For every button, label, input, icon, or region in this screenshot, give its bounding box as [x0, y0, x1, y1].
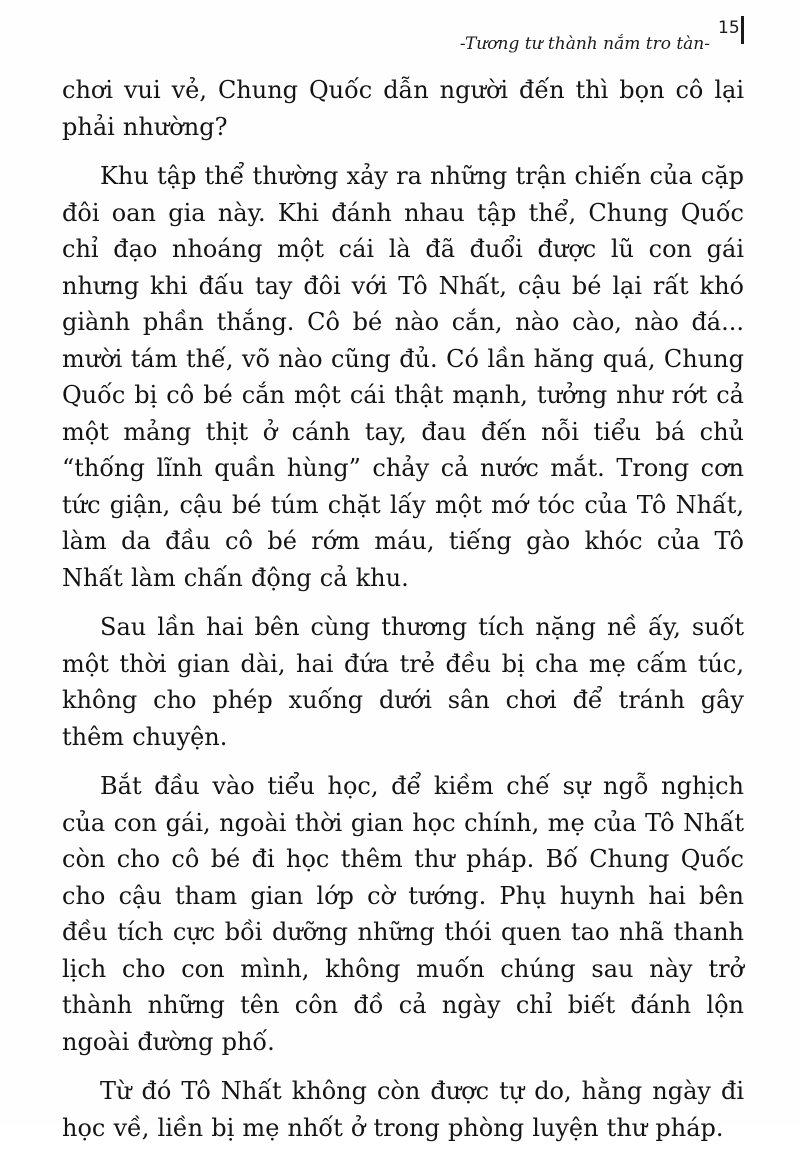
header-divider [741, 16, 744, 44]
page-body [62, 72, 744, 1159]
running-header-title: -Tương tư thành nắm tro tàn- [459, 34, 710, 54]
paragraph-continued: chơi vui vẻ, Chung Quốc dẫn người đến thì bọn cô lại phải nhường? [62, 76, 744, 141]
page-number: 15 [718, 18, 740, 38]
paragraph: Từ đó Tô Nhất không còn được tự do, hằng ngày đi học về, liền bị mẹ nhốt ở trong phòng luyện thư pháp. [62, 1077, 744, 1142]
paragraph: Sau lần hai bên cùng thương tích nặng nề ấy, suốt một thời gian dài, hai đứa trẻ đều bị cha mẹ cấm túc, không cho phép xuống dưới sân chơi để tránh gây thêm chuyện. [62, 613, 744, 751]
paragraph: Khu tập thể thường xảy ra những trận chiến của cặp đôi oan gia này. Khi đánh nhau tập thể, Chung Quốc chỉ đạo nhoáng một cái là đã đuổi được lũ con gái nhưng khi đấu tay đôi với Tô Nhất, cậu bé lại rất khó giành phần thắng. Cô bé nào cắn, nào cào, nào đá... mười tám thế, võ nào cũng đủ. Có lần hăng quá, Chung Quốc bị cô bé cắn một cái thật mạnh, tưởng như rớt cả một mảng thịt ở cánh tay, đau đến nỗi tiểu bá chủ “thống lĩnh quần hùng” chảy cả nước mắt. Trong cơn tức giận, cậu bé túm chặt lấy một mớ tóc của Tô Nhất, làm da đầu cô bé rớm máu, tiếng gào khóc của Tô Nhất làm chấn động cả khu. [62, 162, 744, 592]
paragraph: Bắt đầu vào tiểu học, để kiềm chế sự ngỗ nghịch của con gái, ngoài thời gian học chính, mẹ của Tô Nhất còn cho cô bé đi học thêm thư pháp. Bố Chung Quốc cho cậu tham gian lớp cờ tướng. Phụ huynh hai bên đều tích cực bồi dưỡng những thói quen tao nhã thanh lịch cho con mình, không muốn chúng sau này trở thành những tên côn đồ cả ngày chỉ biết đánh lộn ngoài đường phố. [62, 772, 744, 1056]
